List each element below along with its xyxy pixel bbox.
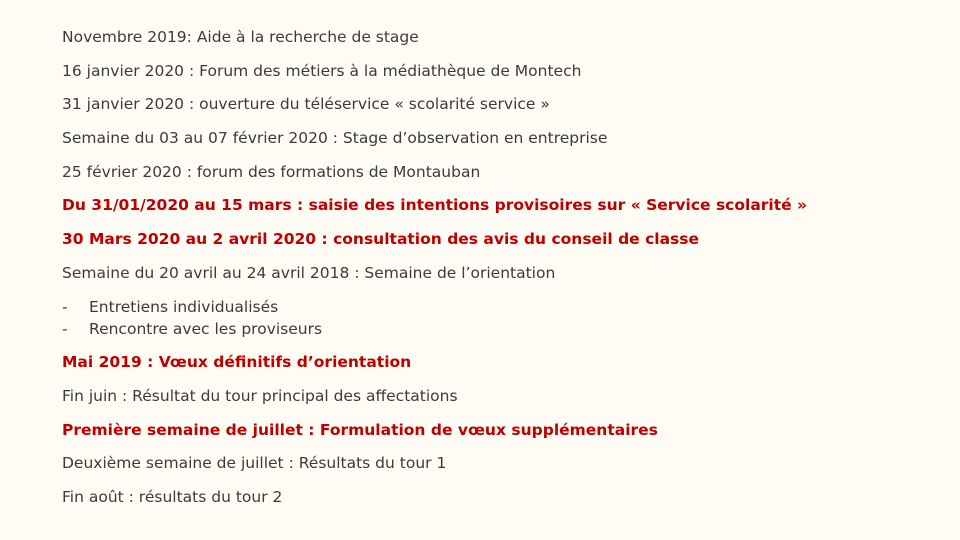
calendar-content [62,26,942,520]
orientation-list [62,296,942,340]
line-deuxieme-semaine-juillet: Deuxième semaine de juillet : Résultats du tour 1 [62,454,447,473]
list-item [62,296,942,318]
line-saisie-intentions: Du 31/01/2020 au 15 mars : saisie des intentions provisoires sur « Service scolarité » [62,196,808,215]
line-16-janvier: 16 janvier 2020 : Forum des métiers à la médiathèque de Montech [62,61,582,80]
list-bullet: - [62,319,68,338]
line-fin-juin: Fin juin : Résultat du tour principal des affectations [62,386,458,405]
list-item [62,318,942,340]
list-bullet: - [62,297,68,316]
line-voeux-definitifs: Mai 2019 : Vœux définitifs d’orientation [62,353,412,372]
list-item-label: Rencontre avec les proviseurs [89,319,323,338]
line-conseil-de-classe: 30 Mars 2020 au 2 avril 2020 : consultation des avis du conseil de classe [62,230,700,249]
line-stage-observation: Semaine du 03 au 07 février 2020 : Stage d’observation en entreprise [62,129,608,148]
line-fin-aout: Fin août : résultats du tour 2 [62,487,283,506]
line-novembre-2019: Novembre 2019: Aide à la recherche de stage [62,28,419,46]
line-semaine-orientation: Semaine du 20 avril au 24 avril 2018 : Semaine de l’orientation [62,263,556,282]
line-25-fevrier: 25 février 2020 : forum des formations de Montauban [62,162,481,181]
line-voeux-supplementaires: Première semaine de juillet : Formulation de vœux supplémentaires [62,420,658,439]
line-31-janvier: 31 janvier 2020 : ouverture du téléservice « scolarité service » [62,95,550,114]
list-item-label: Entretiens individualisés [89,297,279,316]
